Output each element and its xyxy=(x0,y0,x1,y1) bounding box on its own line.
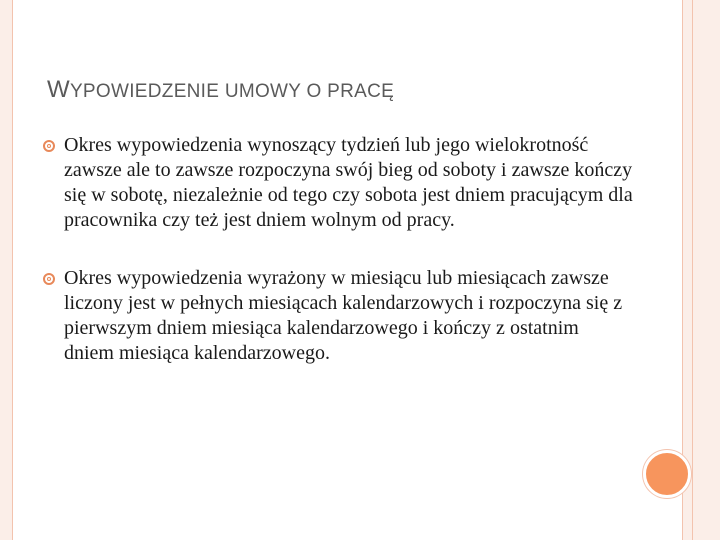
bullet-item xyxy=(43,133,633,233)
decorative-border-line xyxy=(692,0,693,540)
title-first-letter: W xyxy=(47,76,70,103)
decorative-circle xyxy=(643,450,691,498)
bullet-text: Okres wypowiedzenia wyrażony w miesiącu lub miesiącach zawsze liczony jest w pełnych miesiącach kalendarzowych i rozpoczyna się z pierwszym dniem miesiąca kalendarzowego i kończy z ostatnim dniem miesiąca kalendarzowego. xyxy=(64,267,623,364)
circle-bullet-icon xyxy=(43,273,55,285)
bullet-item xyxy=(43,266,633,366)
circle-bullet-icon xyxy=(43,140,55,152)
title-rest: YPOWIEDZENIE UMOWY O PRACĘ xyxy=(69,81,395,102)
bullet-text: Okres wypowiedzenia wynoszący tydzień lub jego wielokrotność zawsze ale to zawsze rozpoczyna swój bieg od soboty i zawsze kończy się w sobotę, niezależnie od tego czy sobota jest dniem pracującym dla pracownika czy też jest dniem wolnym od pracy. xyxy=(64,134,633,231)
slide-title xyxy=(47,76,647,104)
bullet-list xyxy=(43,133,633,399)
